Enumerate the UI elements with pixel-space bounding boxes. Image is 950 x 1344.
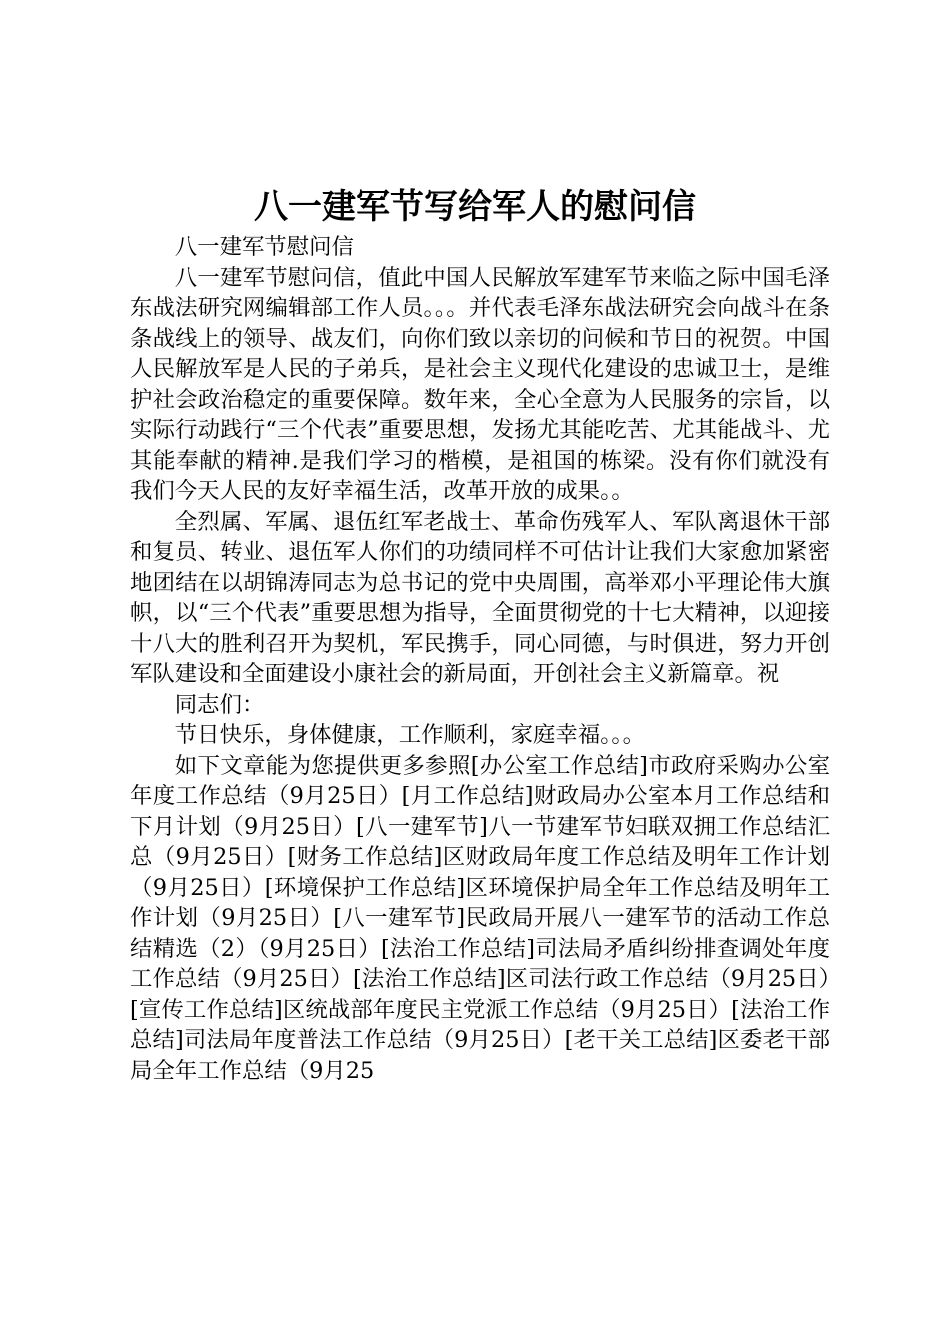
paragraph-heading: 八一建军节慰问信 (174, 234, 354, 260)
paragraph: 全烈属、军属、退伍红军老战士、革命伤残军人、军队离退休干部和复员、转业、退伍军人你们的功绩同样不可估计让我们大家愈加紧密地团结在以胡锦涛同志为总书记的党中央周围，高举邓小平理论伟大旗帜，以“三个代表”重要思想为指导，全面贯彻党的十七大精神，以迎接十八大的胜利召开为契机，军民携手，同心同德，与时俱进，努力开创军队建设和全面建设小康社会的新局面，开创社会主义新篇章。祝 (130, 508, 830, 687)
paragraph-salutation: 同志们： (174, 691, 265, 718)
paragraph-related-articles: 如下文章能为您提供更多参照[办公室工作总结]市政府采购办公室年度工作总结（9月25日）[月工作总结]财政局办公室本月工作总结和下月计划（9月25日）[八一建军节]八一节建军节妇联双拥工作总结汇总（9月25日）[财务工作总结]区财政局年度工作总结及明年工作计划（9月25日）[环境保护工作总结]区环境保护局全年工作总结及明年工作计划（9月25日）[八一建军节]民政局开展八一建军节的活动工作总结精选（2）（9月25日）[法治工作总结]司法局矛盾纠纷排查调处年度工作总结（9月25日）[法治工作总结]区司法行政工作总结（9月25日）[宣传工作总结]区统战部年度民主党派工作总结（9月25日）[法治工作总结]司法局年度普法工作总结（9月25日）[老干关工总结]区委老干部局全年工作总结（9月25 (130, 752, 830, 1084)
document-title: 八一建军节写给军人的慰问信 (254, 187, 696, 227)
paragraph: 八一建军节慰问信，值此中国人民解放军建军节来临之际中国毛泽东战法研究网编辑部工作人员。。。并代表毛泽东战法研究会向战斗在条条战线上的领导、战友们，向你们致以亲切的问候和节日的祝贺。中国人民解放军是人民的子弟兵，是社会主义现代化建设的忠诚卫士，是维护社会政治稳定的重要保障。数年来，全心全意为人民服务的宗旨，以实际行动践行“三个代表”重要思想，发扬尤其能吃苦、尤其能战斗、尤其能奉献的精神.是我们学习的楷模，是祖国的栋梁。没有你们就没有我们今天人民的友好幸福生活，改革开放的成果。。 (130, 264, 830, 504)
document-body (130, 232, 830, 1086)
paragraph-wishes: 节日快乐，身体健康，工作顺利，家庭幸福。。。 (174, 722, 645, 748)
